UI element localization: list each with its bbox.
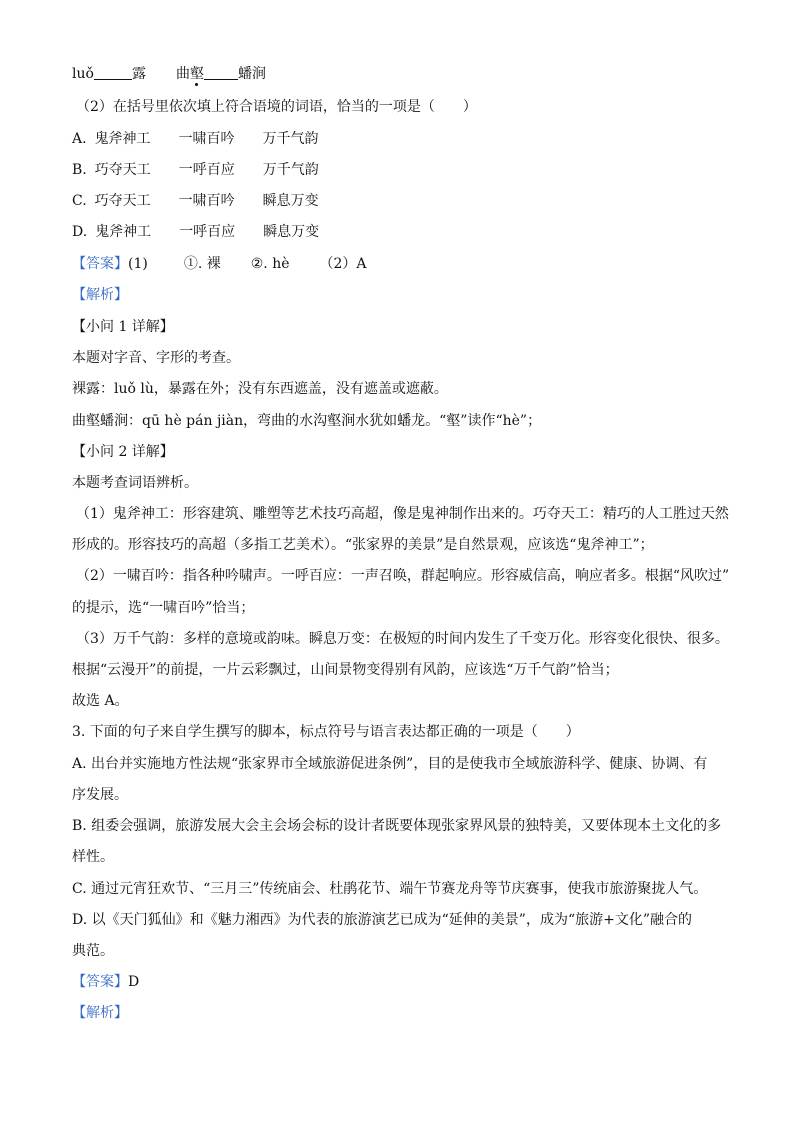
question-2-prompt: （2）在括号里依次填上符合语境的词语，恰当的一项是（ ） [76,99,477,115]
char-text: 蟠涧 [237,66,266,82]
option-a [72,129,732,149]
paragraph: （1）鬼斧神工：形容建筑、雕塑等艺术技巧高超，像是鬼神制作出来的。巧夺天工：精巧的人工胜过天然 [76,506,729,522]
pinyin-text: luǒ [72,66,94,82]
answer-part: （2）A [319,256,367,272]
option-word: 万千气韵 [262,131,319,147]
option-word: 一呼百应 [179,224,236,240]
option-word: 巧夺天工 [94,162,151,178]
answer-line-2 [72,972,732,992]
q3-option-d-cont: 典范。 [72,943,114,959]
paragraph: 本题对字音、字形的考查。 [72,350,240,366]
sub-question-2-heading: 【小问 2 详解】 [72,444,174,460]
fill-blank-line [72,64,732,84]
analysis-tag: 【解析】 [72,1005,128,1021]
answer-part: ①. 裸 [183,256,221,272]
sub-question-1-heading: 【小问 1 详解】 [72,319,174,335]
paragraph: 根据“云漫开”的前提，一片云彩飘过，山间景物变得别有风韵，应该选“万千气韵”恰当； [72,662,619,678]
option-b [72,160,732,180]
option-letter: D. [72,224,88,240]
option-word: 瞬息万变 [262,193,319,209]
answer-part: (1) [128,256,148,272]
paragraph: （3）万千气韵：多样的意境或韵味。瞬息万变：在极短的时间内发生了千变万化。形容变化很快、很多。 [76,631,729,647]
option-word: 巧夺天工 [94,193,151,209]
option-letter: A. [72,131,87,147]
option-word: 瞬息万变 [263,224,320,240]
analysis-tag: 【解析】 [72,287,128,303]
paragraph: 故选 A。 [72,693,129,709]
answer-tag: 【答案】 [72,974,128,990]
paragraph: 裸露：luǒ lù，暴露在外；没有东西遮盖，没有遮盖或遮蔽。 [72,381,448,397]
paragraph: 曲壑蟠涧：qū hè pán jiàn，弯曲的水沟壑涧水犹如蟠龙。“壑”读作“hè”； [72,413,542,429]
paragraph: 的提示，选“一啸百吟”恰当； [72,600,255,616]
option-letter: B. [72,162,87,178]
q3-option-b: B. 组委会强调，旅游发展大会主会场会标的设计者既要体现张家界风景的独特美，又要体现本土文化的多 [72,818,722,834]
option-word: 一啸百吟 [178,193,235,209]
option-word: 一啸百吟 [178,131,235,147]
blank-underline [94,65,132,80]
option-word: 万千气韵 [262,162,319,178]
answer-part: ②. hè [250,256,290,272]
paragraph: （2）一啸百吟：指各种吟啸声。一呼百应：一声召唤，群起响应。形容威信高，响应者多。根据“风吹过” [76,568,730,584]
answer-tag: 【答案】 [72,256,128,272]
option-d [72,222,732,242]
dotted-char: 壑 [189,66,204,82]
q3-option-b-cont: 样性。 [72,849,114,865]
q3-option-c: C. 通过元宵狂欢节、“三月三”传统庙会、杜鹃花节、端午节赛龙舟等节庆赛事，使我市旅游聚拢人气。 [72,881,708,897]
option-word: 鬼斧神工 [95,224,152,240]
answer-line-1 [72,254,732,274]
answer-value: D [128,974,140,990]
option-word: 一呼百应 [178,162,235,178]
question-3-prompt: 3. 下面的句子来自学生撰写的脚本，标点符号与语言表达都正确的一项是（ ） [72,724,580,740]
q3-option-a: A. 出台并实施地方性法规“张家界市全域旅游促进条例”，目的是使我市全域旅游科学、健康、协调、有 [72,756,708,772]
option-word: 鬼斧神工 [94,131,151,147]
paragraph: 本题考查词语辨析。 [72,475,198,491]
q3-option-d: D. 以《天门狐仙》和《魅力湘西》为代表的旅游演艺已成为“延伸的美景”，成为“旅游+文化”融合的 [72,912,692,928]
q3-option-a-cont: 序发展。 [72,787,128,803]
option-c [72,191,732,211]
option-letter: C. [72,193,87,209]
blank-underline [204,65,238,80]
paragraph: 形成的。形容技巧的高超（多指工艺美术）。“张家界的美景”是自然景观，应该选“鬼斧神工”； [72,537,654,553]
char-text: 曲 [175,66,190,82]
char-text: 露 [131,66,146,82]
